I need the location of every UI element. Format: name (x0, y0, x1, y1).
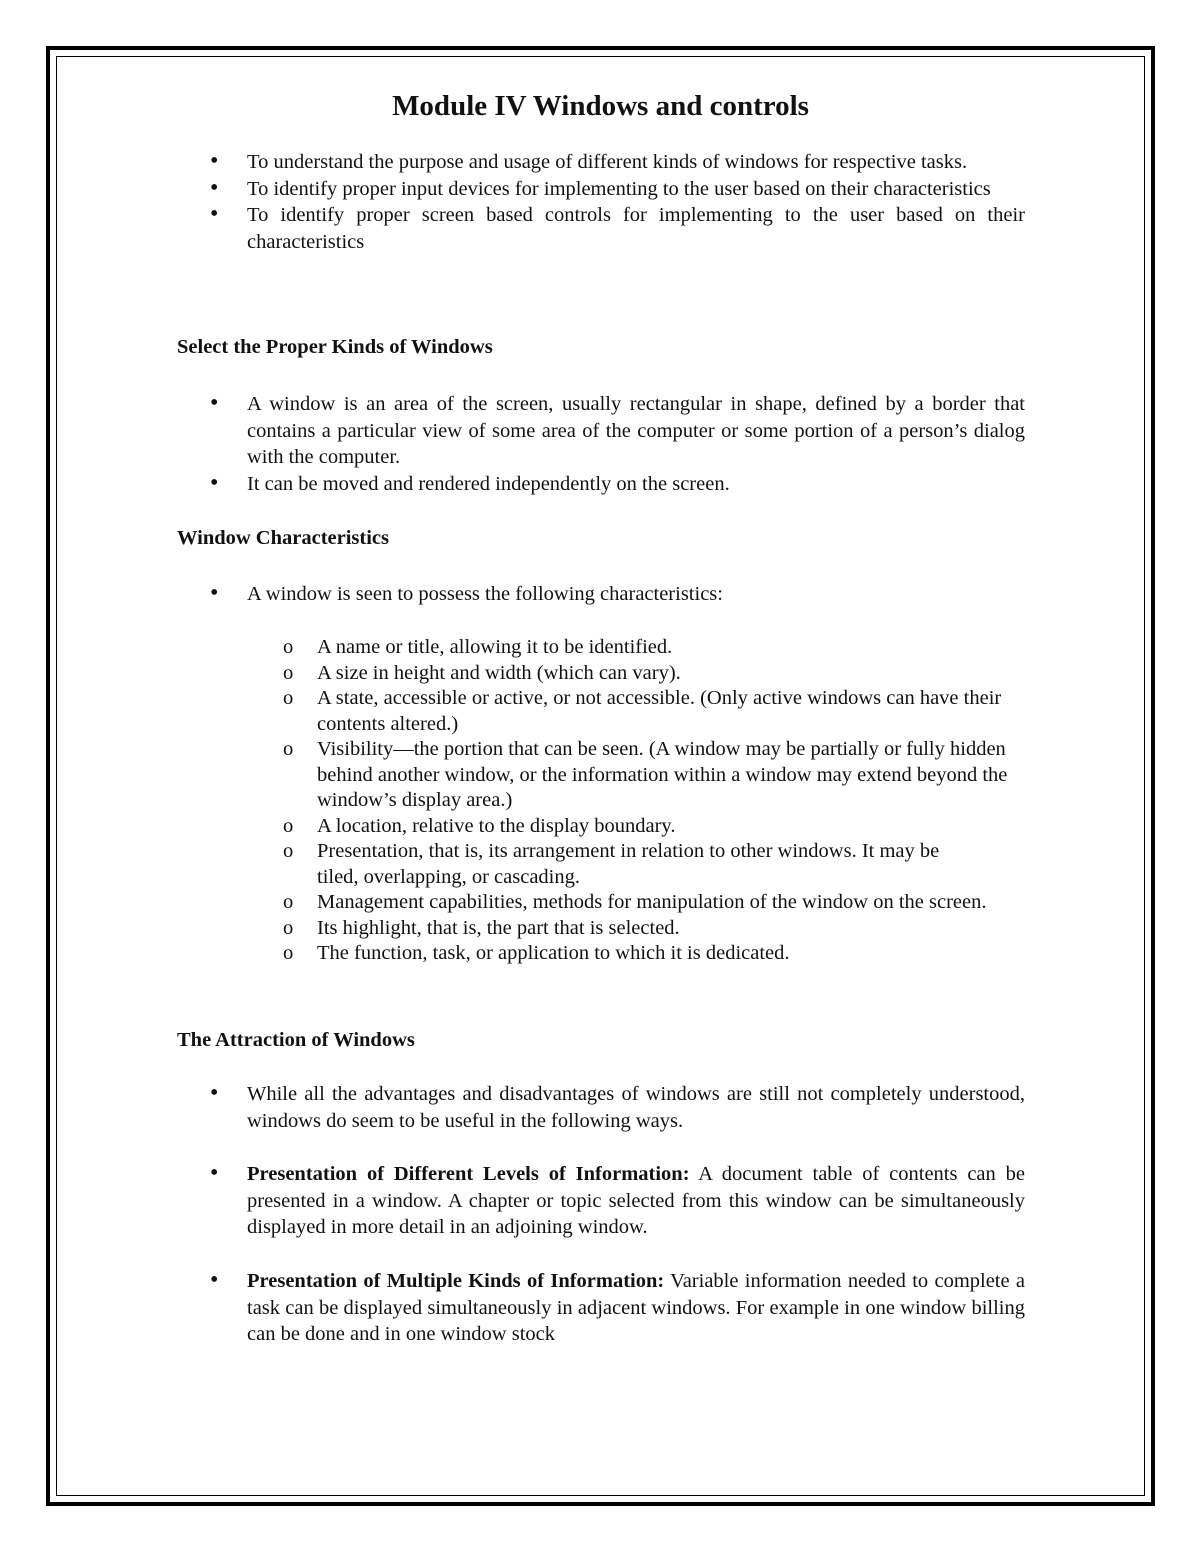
window-definition-list (177, 391, 1025, 497)
sub-list-item: o A location, relative to the display boundary. (177, 814, 1025, 840)
list-item (177, 1161, 1025, 1241)
sub-list-item: o Its highlight, that is, the part that is selected. (177, 916, 1025, 942)
sub-list-item: o A name or title, allowing it to be identified. (177, 635, 1025, 661)
list-item: • A window is seen to possess the following characteristics: (177, 581, 1025, 608)
list-item: • A window is an area of the screen, usually rectangular in shape, defined by a border that contains a particular view of some area of the computer or some portion of a person’s dialog with the computer. (177, 391, 1025, 471)
title-wrap (56, 90, 1145, 123)
attraction-point-1 (177, 1161, 1025, 1241)
list-item: • While all the advantages and disadvantages of windows are still not completely understood, windows do seem to be useful in the following ways. (177, 1081, 1025, 1134)
attraction-point-2 (177, 1268, 1025, 1348)
section-heading-characteristics: Window Characteristics (177, 527, 390, 549)
page-title: Module IV Windows and controls (392, 90, 809, 122)
sub-list-item: o Management capabilities, methods for manipulation of the window on the screen. (177, 890, 997, 916)
sub-list-item: o Presentation, that is, its arrangement in relation to other windows. It may be tiled, overlapping, or cascading. (177, 839, 967, 890)
list-item (177, 1268, 1025, 1348)
list-item: • To identify proper screen based controls for implementing to the user based on their characteristics (177, 202, 1025, 255)
list-item: • It can be moved and rendered independently on the screen. (177, 471, 1025, 498)
point-text: Variable information needed to complete a task can be displayed simultaneously in adjacent windows. For example in one window billing can be done and in one window stock (247, 1270, 1026, 1345)
point-label: Presentation of Different Levels of Information: (247, 1163, 690, 1185)
list-item: • To understand the purpose and usage of different kinds of windows for respective tasks. (177, 149, 1025, 176)
point-text: A document table of contents can be presented in a window. A chapter or topic selected from this window can be simultaneously displayed in more detail in an adjoining window. (247, 1163, 1025, 1238)
objectives-list (177, 149, 1025, 255)
section-heading-windows: Select the Proper Kinds of Windows (177, 336, 493, 358)
sub-list-item: o Visibility—the portion that can be seen. (A window may be partially or fully hidden behind another window, or the information within a window may extend beyond the window’s display area.) (177, 737, 1025, 814)
sub-list-item: o A size in height and width (which can vary). (177, 661, 1025, 687)
characteristics-sublist (177, 635, 1025, 967)
sub-list-item: o The function, task, or application to which it is dedicated. (177, 941, 1025, 967)
sub-list-item: o A state, accessible or active, or not accessible. (Only active windows can have their contents altered.) (177, 686, 1017, 737)
point-label: Presentation of Multiple Kinds of Information: (247, 1270, 665, 1292)
list-item: • To identify proper input devices for implementing to the user based on their characteristics (177, 176, 1025, 203)
section-heading-attraction: The Attraction of Windows (177, 1029, 415, 1051)
attraction-intro-list (177, 1081, 1025, 1134)
characteristics-intro-list (177, 581, 1025, 608)
